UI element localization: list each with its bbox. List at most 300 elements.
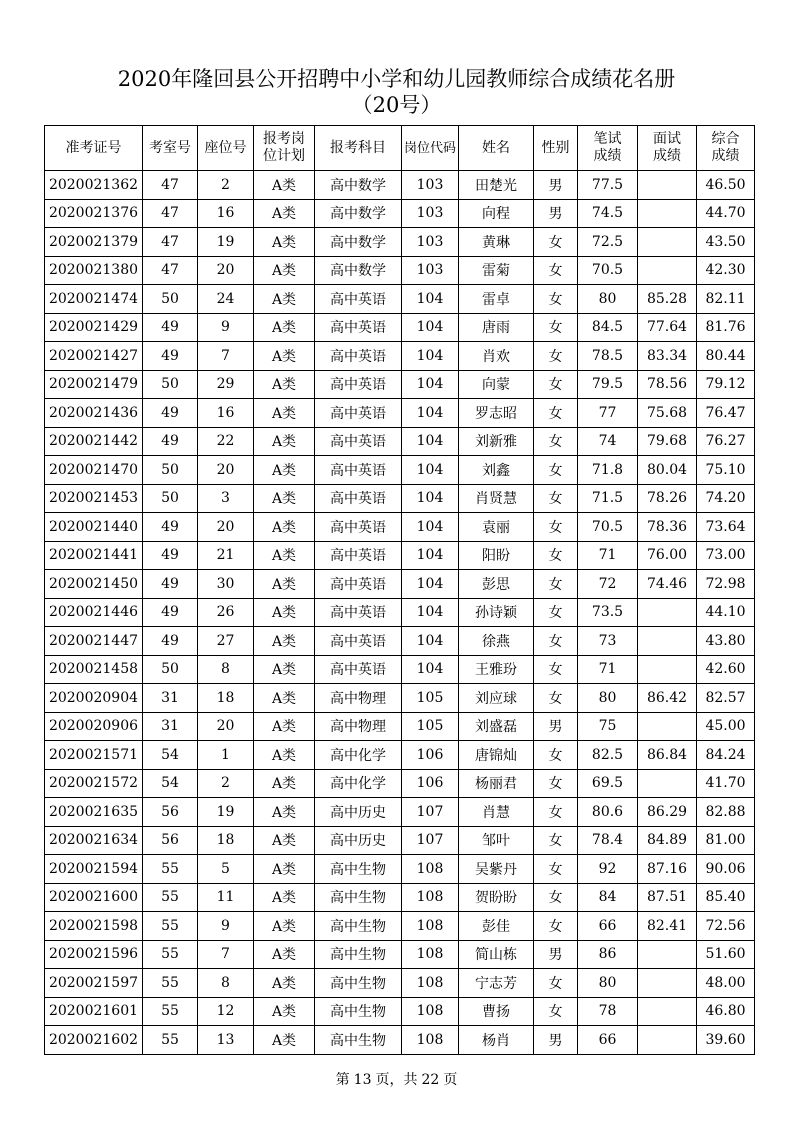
cell-subject: 高中生物 <box>315 969 402 998</box>
cell-post-code: 103 <box>402 171 459 200</box>
cell-written-score: 80 <box>578 285 638 314</box>
cell-post-code: 105 <box>402 712 459 741</box>
cell-room-no: 55 <box>143 883 198 912</box>
cell-post-code: 103 <box>402 199 459 228</box>
cell-gender: 女 <box>534 541 578 570</box>
cell-total-score: 85.40 <box>697 883 755 912</box>
cell-name: 雷卓 <box>459 285 534 314</box>
cell-seat-no: 8 <box>198 969 254 998</box>
cell-total-score: 82.88 <box>697 798 755 827</box>
table-row <box>45 855 755 884</box>
cell-total-score: 51.60 <box>697 940 755 969</box>
cell-post-plan: A类 <box>254 997 315 1026</box>
cell-name: 曹扬 <box>459 997 534 1026</box>
table-row <box>45 285 755 314</box>
cell-seat-no: 20 <box>198 456 254 485</box>
cell-name: 袁丽 <box>459 513 534 542</box>
cell-gender: 女 <box>534 598 578 627</box>
cell-room-no: 49 <box>143 427 198 456</box>
cell-written-score: 72.5 <box>578 228 638 257</box>
cell-subject: 高中数学 <box>315 199 402 228</box>
cell-interview-score <box>638 969 697 998</box>
cell-post-plan: A类 <box>254 1026 315 1055</box>
cell-interview-score: 83.34 <box>638 342 697 371</box>
cell-exam-id: 2020021436 <box>45 399 143 428</box>
table-row <box>45 199 755 228</box>
cell-written-score: 71.8 <box>578 456 638 485</box>
cell-gender: 女 <box>534 627 578 656</box>
cell-exam-id: 2020021474 <box>45 285 143 314</box>
cell-interview-score <box>638 1026 697 1055</box>
cell-gender: 女 <box>534 570 578 599</box>
cell-name: 孙诗颖 <box>459 598 534 627</box>
column-header-room-no <box>143 126 198 171</box>
cell-gender: 女 <box>534 370 578 399</box>
cell-room-no: 49 <box>143 513 198 542</box>
cell-written-score: 79.5 <box>578 370 638 399</box>
cell-name: 邹叶 <box>459 826 534 855</box>
cell-seat-no: 2 <box>198 769 254 798</box>
cell-total-score: 79.12 <box>697 370 755 399</box>
cell-interview-score: 75.68 <box>638 399 697 428</box>
cell-written-score: 71.5 <box>578 484 638 513</box>
cell-post-code: 104 <box>402 370 459 399</box>
table-header-row <box>45 126 755 171</box>
table-row <box>45 712 755 741</box>
cell-room-no: 55 <box>143 940 198 969</box>
cell-name: 简山栋 <box>459 940 534 969</box>
cell-written-score: 74 <box>578 427 638 456</box>
cell-written-score: 92 <box>578 855 638 884</box>
cell-interview-score: 87.16 <box>638 855 697 884</box>
column-header-line: 岗位代码 <box>403 140 456 156</box>
cell-room-no: 47 <box>143 228 198 257</box>
table-row <box>45 769 755 798</box>
cell-room-no: 49 <box>143 342 198 371</box>
column-header-line: 报考科目 <box>330 139 386 156</box>
column-header-total-score <box>697 126 755 171</box>
table-row <box>45 883 755 912</box>
cell-exam-id: 2020021602 <box>45 1026 143 1055</box>
cell-subject: 高中英语 <box>315 399 402 428</box>
cell-total-score: 48.00 <box>697 969 755 998</box>
cell-room-no: 55 <box>143 855 198 884</box>
cell-exam-id: 2020021376 <box>45 199 143 228</box>
cell-room-no: 31 <box>143 712 198 741</box>
cell-gender: 女 <box>534 883 578 912</box>
cell-subject: 高中化学 <box>315 741 402 770</box>
table-row <box>45 627 755 656</box>
cell-room-no: 55 <box>143 1026 198 1055</box>
cell-gender: 女 <box>534 313 578 342</box>
cell-post-plan: A类 <box>254 427 315 456</box>
column-header-line: 笔试 <box>593 131 622 147</box>
cell-name: 刘新雅 <box>459 427 534 456</box>
document-title: 2020年隆回县公开招聘中小学和幼儿园教师综合成绩花名册 <box>117 67 676 91</box>
cell-post-code: 103 <box>402 228 459 257</box>
cell-gender: 女 <box>534 484 578 513</box>
cell-written-score: 78 <box>578 997 638 1026</box>
cell-post-code: 106 <box>402 769 459 798</box>
cell-post-code: 107 <box>402 826 459 855</box>
cell-total-score: 46.80 <box>697 997 755 1026</box>
cell-post-plan: A类 <box>254 912 315 941</box>
cell-post-code: 106 <box>402 741 459 770</box>
cell-interview-score <box>638 940 697 969</box>
cell-total-score: 72.56 <box>697 912 755 941</box>
cell-room-no: 47 <box>143 199 198 228</box>
cell-interview-score <box>638 627 697 656</box>
column-header-line: 座位号 <box>204 139 247 156</box>
column-header-line: 报考岗 <box>263 131 305 147</box>
column-header-line: 位计划 <box>263 148 305 164</box>
cell-exam-id: 2020021635 <box>45 798 143 827</box>
cell-written-score: 72 <box>578 570 638 599</box>
table-row <box>45 598 755 627</box>
cell-gender: 女 <box>534 427 578 456</box>
cell-name: 刘应球 <box>459 684 534 713</box>
cell-interview-score: 86.29 <box>638 798 697 827</box>
cell-post-code: 103 <box>402 256 459 285</box>
cell-room-no: 56 <box>143 798 198 827</box>
cell-post-code: 104 <box>402 399 459 428</box>
table-row <box>45 427 755 456</box>
cell-written-score: 66 <box>578 1026 638 1055</box>
cell-seat-no: 8 <box>198 655 254 684</box>
table-row <box>45 456 755 485</box>
table-row <box>45 1026 755 1055</box>
table-body <box>45 171 755 1055</box>
cell-post-plan: A类 <box>254 570 315 599</box>
cell-total-score: 42.60 <box>697 655 755 684</box>
cell-subject: 高中英语 <box>315 484 402 513</box>
cell-exam-id: 2020021597 <box>45 969 143 998</box>
cell-name: 黄琳 <box>459 228 534 257</box>
cell-total-score: 43.50 <box>697 228 755 257</box>
cell-room-no: 49 <box>143 313 198 342</box>
cell-exam-id: 2020021596 <box>45 940 143 969</box>
cell-interview-score: 85.28 <box>638 285 697 314</box>
cell-written-score: 78.4 <box>578 826 638 855</box>
cell-post-plan: A类 <box>254 598 315 627</box>
cell-post-plan: A类 <box>254 627 315 656</box>
cell-name: 王雅玢 <box>459 655 534 684</box>
cell-interview-score <box>638 256 697 285</box>
cell-interview-score: 82.41 <box>638 912 697 941</box>
column-header-exam-id <box>45 126 143 171</box>
cell-seat-no: 24 <box>198 285 254 314</box>
cell-written-score: 71 <box>578 541 638 570</box>
cell-gender: 女 <box>534 769 578 798</box>
cell-seat-no: 3 <box>198 484 254 513</box>
table-row <box>45 741 755 770</box>
cell-interview-score: 78.36 <box>638 513 697 542</box>
cell-name: 杨丽君 <box>459 769 534 798</box>
cell-post-code: 105 <box>402 684 459 713</box>
column-header-post-plan <box>254 126 315 171</box>
cell-interview-score: 86.84 <box>638 741 697 770</box>
cell-post-code: 108 <box>402 997 459 1026</box>
cell-total-score: 46.50 <box>697 171 755 200</box>
cell-subject: 高中英语 <box>315 370 402 399</box>
cell-exam-id: 2020021379 <box>45 228 143 257</box>
cell-post-plan: A类 <box>254 769 315 798</box>
cell-seat-no: 19 <box>198 798 254 827</box>
cell-written-score: 70.5 <box>578 513 638 542</box>
cell-subject: 高中英语 <box>315 313 402 342</box>
cell-written-score: 73 <box>578 627 638 656</box>
cell-gender: 女 <box>534 285 578 314</box>
cell-exam-id: 2020021458 <box>45 655 143 684</box>
cell-written-score: 71 <box>578 655 638 684</box>
cell-total-score: 45.00 <box>697 712 755 741</box>
cell-seat-no: 12 <box>198 997 254 1026</box>
cell-name: 贺盼盼 <box>459 883 534 912</box>
cell-exam-id: 2020021447 <box>45 627 143 656</box>
cell-interview-score <box>638 655 697 684</box>
cell-seat-no: 18 <box>198 684 254 713</box>
cell-subject: 高中化学 <box>315 769 402 798</box>
cell-interview-score <box>638 769 697 798</box>
table-row <box>45 370 755 399</box>
cell-room-no: 55 <box>143 969 198 998</box>
table-row <box>45 684 755 713</box>
column-header-line: 姓名 <box>482 139 510 156</box>
column-header-seat-no <box>198 126 254 171</box>
cell-room-no: 31 <box>143 684 198 713</box>
cell-post-code: 108 <box>402 1026 459 1055</box>
cell-name: 刘盛磊 <box>459 712 534 741</box>
cell-room-no: 50 <box>143 655 198 684</box>
cell-gender: 男 <box>534 199 578 228</box>
cell-subject: 高中英语 <box>315 513 402 542</box>
cell-name: 雷菊 <box>459 256 534 285</box>
cell-exam-id: 2020021442 <box>45 427 143 456</box>
cell-interview-score: 74.46 <box>638 570 697 599</box>
cell-total-score: 80.44 <box>697 342 755 371</box>
cell-gender: 男 <box>534 940 578 969</box>
cell-exam-id: 2020021453 <box>45 484 143 513</box>
column-header-line: 成绩 <box>653 148 681 164</box>
cell-name: 罗志昭 <box>459 399 534 428</box>
cell-seat-no: 5 <box>198 855 254 884</box>
cell-post-plan: A类 <box>254 370 315 399</box>
cell-subject: 高中数学 <box>315 171 402 200</box>
table-row <box>45 969 755 998</box>
cell-post-code: 108 <box>402 912 459 941</box>
column-header-line: 成绩 <box>593 148 622 164</box>
cell-post-plan: A类 <box>254 399 315 428</box>
cell-exam-id: 2020021450 <box>45 570 143 599</box>
table-row <box>45 171 755 200</box>
cell-post-plan: A类 <box>254 513 315 542</box>
cell-seat-no: 27 <box>198 627 254 656</box>
cell-subject: 高中数学 <box>315 228 402 257</box>
cell-total-score: 44.70 <box>697 199 755 228</box>
column-header-name <box>459 126 534 171</box>
table-row <box>45 570 755 599</box>
cell-interview-score <box>638 171 697 200</box>
cell-written-score: 80 <box>578 969 638 998</box>
cell-name: 杨肖 <box>459 1026 534 1055</box>
cell-subject: 高中英语 <box>315 456 402 485</box>
cell-total-score: 73.64 <box>697 513 755 542</box>
cell-seat-no: 9 <box>198 313 254 342</box>
cell-written-score: 73.5 <box>578 598 638 627</box>
table-row <box>45 826 755 855</box>
cell-written-score: 80 <box>578 684 638 713</box>
cell-post-code: 104 <box>402 313 459 342</box>
cell-seat-no: 21 <box>198 541 254 570</box>
table-row <box>45 513 755 542</box>
cell-seat-no: 30 <box>198 570 254 599</box>
table-row <box>45 655 755 684</box>
footer-prefix: 第 <box>335 1072 350 1088</box>
cell-written-score: 80.6 <box>578 798 638 827</box>
cell-subject: 高中数学 <box>315 256 402 285</box>
table-row <box>45 541 755 570</box>
cell-post-code: 104 <box>402 513 459 542</box>
cell-post-code: 104 <box>402 342 459 371</box>
cell-seat-no: 20 <box>198 256 254 285</box>
cell-gender: 女 <box>534 997 578 1026</box>
cell-room-no: 49 <box>143 627 198 656</box>
cell-interview-score <box>638 199 697 228</box>
cell-room-no: 50 <box>143 285 198 314</box>
cell-interview-score <box>638 598 697 627</box>
column-header-line: 准考证号 <box>65 139 122 156</box>
cell-subject: 高中历史 <box>315 798 402 827</box>
cell-interview-score: 87.51 <box>638 883 697 912</box>
cell-name: 刘鑫 <box>459 456 534 485</box>
cell-exam-id: 2020021594 <box>45 855 143 884</box>
cell-total-score: 76.27 <box>697 427 755 456</box>
cell-subject: 高中英语 <box>315 627 402 656</box>
table-row <box>45 484 755 513</box>
column-header-interview-score <box>638 126 697 171</box>
cell-total-score: 75.10 <box>697 456 755 485</box>
cell-seat-no: 2 <box>198 171 254 200</box>
cell-total-score: 81.00 <box>697 826 755 855</box>
cell-written-score: 70.5 <box>578 256 638 285</box>
cell-seat-no: 20 <box>198 513 254 542</box>
table-row <box>45 940 755 969</box>
cell-gender: 男 <box>534 712 578 741</box>
cell-post-code: 104 <box>402 285 459 314</box>
cell-total-score: 42.30 <box>697 256 755 285</box>
cell-interview-score <box>638 997 697 1026</box>
cell-post-code: 104 <box>402 570 459 599</box>
table-row <box>45 798 755 827</box>
cell-total-score: 41.70 <box>697 769 755 798</box>
cell-post-plan: A类 <box>254 655 315 684</box>
cell-interview-score: 76.00 <box>638 541 697 570</box>
cell-total-score: 81.76 <box>697 313 755 342</box>
cell-name: 肖欢 <box>459 342 534 371</box>
cell-exam-id: 2020021571 <box>45 741 143 770</box>
cell-subject: 高中生物 <box>315 1026 402 1055</box>
table-row <box>45 342 755 371</box>
cell-seat-no: 29 <box>198 370 254 399</box>
column-header-line: 性别 <box>541 139 570 156</box>
cell-post-plan: A类 <box>254 798 315 827</box>
cell-total-score: 44.10 <box>697 598 755 627</box>
cell-post-code: 108 <box>402 883 459 912</box>
table-row <box>45 228 755 257</box>
document-subtitle: （20号） <box>351 93 442 117</box>
cell-exam-id: 2020021362 <box>45 171 143 200</box>
cell-written-score: 77.5 <box>578 171 638 200</box>
cell-seat-no: 7 <box>198 342 254 371</box>
cell-room-no: 54 <box>143 741 198 770</box>
cell-post-code: 107 <box>402 798 459 827</box>
cell-interview-score: 80.04 <box>638 456 697 485</box>
cell-total-score: 82.57 <box>697 684 755 713</box>
cell-interview-score <box>638 228 697 257</box>
cell-room-no: 49 <box>143 570 198 599</box>
cell-interview-score <box>638 712 697 741</box>
footer-page-number: 13 <box>353 1072 372 1088</box>
cell-subject: 高中生物 <box>315 883 402 912</box>
cell-subject: 高中英语 <box>315 342 402 371</box>
cell-gender: 女 <box>534 228 578 257</box>
cell-written-score: 75 <box>578 712 638 741</box>
cell-seat-no: 18 <box>198 826 254 855</box>
cell-exam-id: 2020021380 <box>45 256 143 285</box>
column-header-gender <box>534 126 578 171</box>
column-header-subject <box>315 126 402 171</box>
cell-post-code: 104 <box>402 655 459 684</box>
cell-subject: 高中英语 <box>315 570 402 599</box>
cell-seat-no: 1 <box>198 741 254 770</box>
cell-total-score: 76.47 <box>697 399 755 428</box>
cell-post-plan: A类 <box>254 285 315 314</box>
cell-subject: 高中英语 <box>315 598 402 627</box>
cell-written-score: 69.5 <box>578 769 638 798</box>
cell-exam-id: 2020020906 <box>45 712 143 741</box>
cell-exam-id: 2020021479 <box>45 370 143 399</box>
cell-exam-id: 2020021440 <box>45 513 143 542</box>
cell-post-code: 108 <box>402 969 459 998</box>
cell-post-code: 104 <box>402 541 459 570</box>
cell-interview-score: 77.64 <box>638 313 697 342</box>
cell-seat-no: 7 <box>198 940 254 969</box>
cell-post-plan: A类 <box>254 855 315 884</box>
page-footer <box>0 1069 793 1089</box>
cell-room-no: 47 <box>143 171 198 200</box>
cell-post-code: 108 <box>402 940 459 969</box>
cell-total-score: 90.06 <box>697 855 755 884</box>
cell-total-score: 72.98 <box>697 570 755 599</box>
column-header-post-code <box>402 126 459 171</box>
cell-name: 阳盼 <box>459 541 534 570</box>
cell-gender: 男 <box>534 1026 578 1055</box>
cell-subject: 高中英语 <box>315 285 402 314</box>
cell-subject: 高中英语 <box>315 541 402 570</box>
cell-interview-score: 78.26 <box>638 484 697 513</box>
cell-name: 唐雨 <box>459 313 534 342</box>
cell-post-code: 104 <box>402 456 459 485</box>
cell-post-plan: A类 <box>254 541 315 570</box>
cell-room-no: 55 <box>143 912 198 941</box>
cell-post-plan: A类 <box>254 883 315 912</box>
cell-exam-id: 2020021427 <box>45 342 143 371</box>
cell-post-plan: A类 <box>254 712 315 741</box>
cell-post-plan: A类 <box>254 969 315 998</box>
column-header-line: 考室号 <box>149 139 191 156</box>
footer-suffix: 页 <box>443 1072 458 1088</box>
cell-name: 向蒙 <box>459 370 534 399</box>
